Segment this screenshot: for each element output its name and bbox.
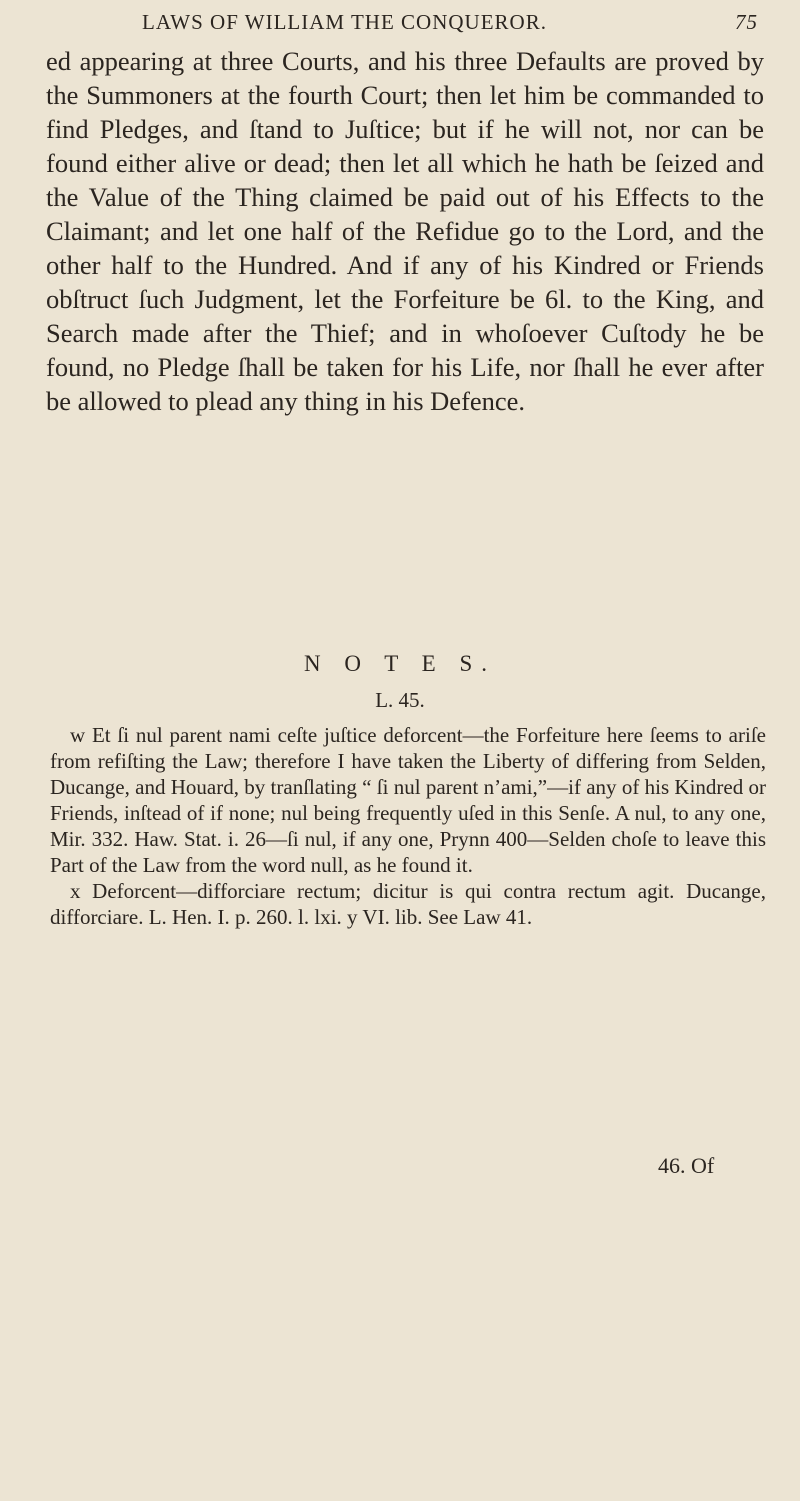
running-head-title: LAWS OF WILLIAM THE CONQUEROR. (142, 10, 547, 34)
catchword: 46. Of (658, 1153, 715, 1178)
notes-subheading: L. 45. (375, 688, 425, 712)
note-w: w Et ſi nul parent nami ceſte juſtice deforcent—the Forfeiture here ſeems to ariſe from refiſting the Law; therefore I have taken the Liberty of differing from Selden, Ducange, and Houard, by tranſlating “ ſi nul parent n’ami,”—if any of his Kindred or Friends, inſtead of if none; nul being frequently uſed in this Senſe. A nul, to any one, Mir. 332. Haw. Stat. i. 26—ſi nul, if any one, Prynn 400—Selden choſe to leave this Part of the Law from the word null, as he found it. (50, 723, 766, 877)
page-number: 75 (735, 10, 758, 34)
notes-heading: N O T E S. (303, 651, 497, 676)
notes-section (50, 722, 766, 930)
note-x: x Deforcent—difforciare rectum; dicitur is qui contra rectum agit. Ducange, difforciare. L. Hen. I. p. 260. l. lxi. y VI. lib. See Law 41. (50, 879, 766, 929)
main-text: ed appearing at three Courts, and his three Defaults are proved by the Summoners at the fourth Court; then let him be commanded to find Pledges, and ſtand to Juſtice; but if he will not, nor can be found either alive or dead; then let all which he hath be ſeized and the Value of the Thing claimed be paid out of his Effects to the Claimant; and let one half of the Refidue go to the Lord, and the other half to the Hundred. And if any of his Kindred or Friends obſtruct ſuch Judgment, let the Forfeiture be 6l. to the King, and Search made after the Thief; and in whoſoever Cuſtody he be found, no Pledge ſhall be taken for his Life, nor ſhall he ever after be allowed to plead any thing in his Defence. (46, 46, 764, 416)
